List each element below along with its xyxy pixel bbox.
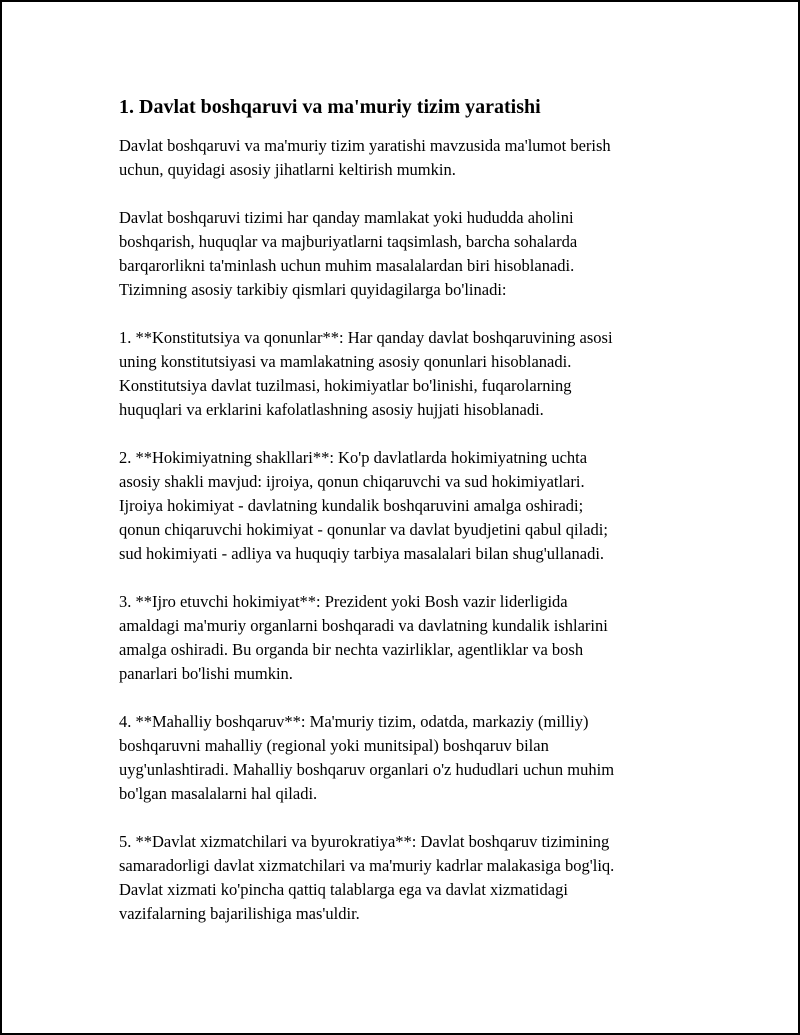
document-body [119, 92, 694, 950]
paragraph-line: 1. **Konstitutsiya va qonunlar**: Har qanday davlat boshqaruvining asosi [119, 328, 613, 347]
paragraph-line: uchun, quyidagi asosiy jihatlarni keltirish mumkin. [119, 160, 456, 179]
paragraph-line: vazifalarning bajarilishiga mas'uldir. [119, 904, 360, 923]
document-title: 1. Davlat boshqaruvi va ma'muriy tizim yaratishi [119, 96, 541, 118]
paragraph-line: qonun chiqaruvchi hokimiyat - qonunlar va davlat byudjetini qabul qiladi; [119, 520, 608, 539]
section-local-government-paragraph [119, 710, 694, 806]
paragraph-line: Konstitutsiya davlat tuzilmasi, hokimiyatlar bo'linishi, fuqarolarning [119, 376, 572, 395]
paragraph-line: barqarorlikni ta'minlash uchun muhim masalalardan biri hisoblanadi. [119, 256, 575, 275]
paragraph-line: boshqaruvni mahalliy (regional yoki munitsipal) boshqaruv bilan [119, 736, 549, 755]
paragraph-line: 4. **Mahalliy boshqaruv**: Ma'muriy tizim, odatda, markaziy (milliy) [119, 712, 589, 731]
intro-paragraph [119, 134, 694, 182]
paragraph-line: asosiy shakli mavjud: ijroiya, qonun chiqaruvchi va sud hokimiyatlari. [119, 472, 585, 491]
paragraph-line: Davlat xizmati ko'pincha qattiq talablarga ega va davlat xizmatidagi [119, 880, 568, 899]
paragraph-line: sud hokimiyati - adliya va huquqiy tarbiya masalalari bilan shug'ullanadi. [119, 544, 605, 563]
paragraph-line: boshqarish, huquqlar va majburiyatlarni taqsimlash, barcha sohalarda [119, 232, 578, 251]
paragraph-line: samaradorligi davlat xizmatchilari va ma'muriy kadrlar malakasiga bog'liq. [119, 856, 615, 875]
paragraph-line: Davlat boshqaruvi va ma'muriy tizim yaratishi mavzusida ma'lumot berish [119, 136, 611, 155]
section-civil-service-paragraph [119, 830, 694, 926]
paragraph-line: Davlat boshqaruvi tizimi har qanday mamlakat yoki hududda aholini [119, 208, 574, 227]
section-branches-paragraph [119, 446, 694, 566]
paragraph-line: panarlari bo'lishi mumkin. [119, 664, 293, 683]
paragraph-line: Ijroiya hokimiyat - davlatning kundalik boshqaruvini amalga oshiradi; [119, 496, 584, 515]
paragraph-line: uning konstitutsiyasi va mamlakatning asosiy qonunlari hisoblanadi. [119, 352, 572, 371]
paragraph-line: 5. **Davlat xizmatchilari va byurokratiya**: Davlat boshqaruv tizimining [119, 832, 610, 851]
paragraph-line: huquqlari va erklarini kafolatlashning asosiy hujjati hisoblanadi. [119, 400, 544, 419]
overview-paragraph [119, 206, 694, 302]
paragraph-line: 3. **Ijro etuvchi hokimiyat**: Prezident yoki Bosh vazir liderligida [119, 592, 568, 611]
section-constitution-paragraph [119, 326, 694, 422]
paragraph-line: Tizimning asosiy tarkibiy qismlari quyidagilarga bo'linadi: [119, 280, 507, 299]
paragraph-line: amalga oshiradi. Bu organda bir nechta vazirliklar, agentliklar va bosh [119, 640, 584, 659]
section-executive-paragraph [119, 590, 694, 686]
paragraph-line: 2. **Hokimiyatning shakllari**: Ko'p davlatlarda hokimiyatning uchta [119, 448, 588, 467]
paragraph-line: amaldagi ma'muriy organlarni boshqaradi va davlatning kundalik ishlarini [119, 616, 608, 635]
paragraph-line: bo'lgan masalalarni hal qiladi. [119, 784, 318, 803]
paragraph-line: uyg'unlashtiradi. Mahalliy boshqaruv organlari o'z hududlari uchun muhim [119, 760, 615, 779]
